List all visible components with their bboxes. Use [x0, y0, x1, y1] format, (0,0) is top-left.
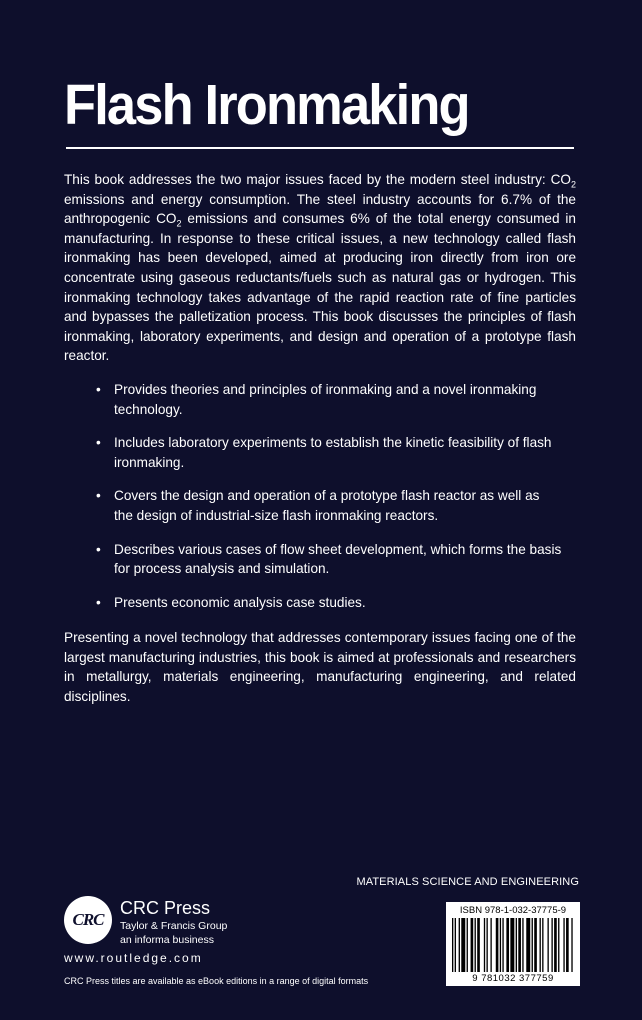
barcode-bar	[547, 918, 548, 972]
barcode-digits: 9 781032 377759	[472, 973, 554, 984]
subscript-2: 2	[570, 179, 576, 190]
title-divider	[66, 147, 574, 149]
publisher-business: an informa business	[120, 934, 214, 946]
barcode-bar	[459, 918, 460, 972]
barcode-bar	[566, 918, 569, 972]
ebook-note: CRC Press titles are available as eBook editions in a range of digital formats	[64, 976, 369, 986]
barcode-bar	[500, 918, 501, 972]
barcode-bar	[571, 918, 572, 972]
barcode-bar	[496, 918, 499, 972]
barcode-bar	[510, 918, 514, 972]
intro-text-3: emissions and consumes 6% of the total energy consumed in manufacturing. In response to these critical issues, a new technology called flash ironmaking has been developed, aimed at producing iron directly from iron ore concentrate using gaseous reductants/fuels such as natural gas or hydrogen. This ironmaking technology takes advantage of the rapid reaction rate of fine particles and bypasses the palletization process. This book discusses the principles of flash ironmaking, laboratory experiments, and design and operation of a prototype flash reactor.	[64, 211, 576, 364]
barcode-bar	[558, 918, 559, 972]
closing-paragraph: Presenting a novel technology that addresses contemporary issues facing one of the largest manufacturing industries, this book is aimed at professionals and researchers in metallurgy, materials engineering, manufacturing engineering, and related disciplines.	[64, 630, 576, 705]
bullet-icon: •	[96, 541, 101, 557]
intro-text-2: emissions and energy consumption. The steel industry accounts for 6.7% of the anthropogenic CO	[64, 191, 576, 227]
feature-item	[96, 486, 562, 525]
barcode-bar	[540, 918, 541, 972]
back-cover-copy	[64, 170, 576, 707]
barcode-bar	[542, 918, 543, 972]
feature-text: Includes laboratory experiments to establish the kinetic feasibility of flash ironmaking.	[114, 435, 552, 470]
feature-text: Provides theories and principles of ironmaking and a novel ironmaking technology.	[114, 381, 537, 417]
barcode-bar	[461, 918, 465, 972]
publisher-group: Taylor & Francis Group	[120, 920, 228, 932]
subscript-2: 2	[176, 218, 182, 229]
feature-text: Presents economic analysis case studies.	[114, 594, 366, 610]
barcode-bar	[467, 918, 468, 972]
barcode-bar	[554, 918, 557, 972]
feature-item	[96, 380, 562, 419]
publisher-block	[64, 896, 304, 952]
subject-category: MATERIALS SCIENCE AND ENGINEERING	[356, 876, 579, 888]
feature-item	[96, 540, 562, 579]
isbn-barcode	[446, 902, 580, 986]
publisher-name: CRC Press	[120, 898, 211, 918]
barcode-bar	[526, 918, 530, 972]
crc-logo-icon: CRC	[64, 896, 112, 944]
bullet-icon: •	[96, 435, 101, 451]
barcode-bar	[518, 918, 521, 972]
barcode-bar	[551, 918, 552, 972]
barcode-bar	[486, 918, 487, 972]
isbn-number: ISBN 978-1-032-37775-9	[459, 905, 567, 916]
barcode-bar	[506, 918, 509, 972]
feature-text: Describes various cases of flow sheet development, which forms the basis for process analysis and simulation.	[114, 541, 562, 577]
barcode-bar	[455, 918, 456, 972]
intro-paragraph	[64, 170, 576, 366]
publisher-website: www.routledge.com	[64, 951, 203, 965]
barcode-bar	[452, 918, 453, 972]
barcode-bar	[532, 918, 533, 972]
barcode-bar	[490, 918, 491, 972]
bullet-icon: •	[96, 594, 101, 610]
intro-text-1: This book addresses the two major issues faced by the modern steel industry: CO	[64, 172, 571, 187]
barcode-bar	[471, 918, 474, 972]
feature-item	[96, 593, 562, 613]
feature-text: Covers the design and operation of a prototype flash reactor as well as the design of industrial-size flash ironmaking reactors.	[114, 488, 540, 523]
bullet-icon: •	[96, 381, 101, 397]
barcode-bar	[563, 918, 564, 972]
feature-item	[96, 433, 562, 472]
barcode-bar	[516, 918, 517, 972]
barcode-bar	[477, 918, 480, 972]
feature-list	[64, 380, 576, 612]
book-title: Flash Ironmaking	[64, 73, 469, 137]
barcode-bars-icon	[452, 918, 574, 972]
barcode-bar	[484, 918, 485, 972]
barcode-bar	[534, 918, 537, 972]
barcode-bar	[522, 918, 523, 972]
barcode-bar	[502, 918, 503, 972]
barcode-bar	[475, 918, 476, 972]
bullet-icon: •	[96, 488, 101, 504]
